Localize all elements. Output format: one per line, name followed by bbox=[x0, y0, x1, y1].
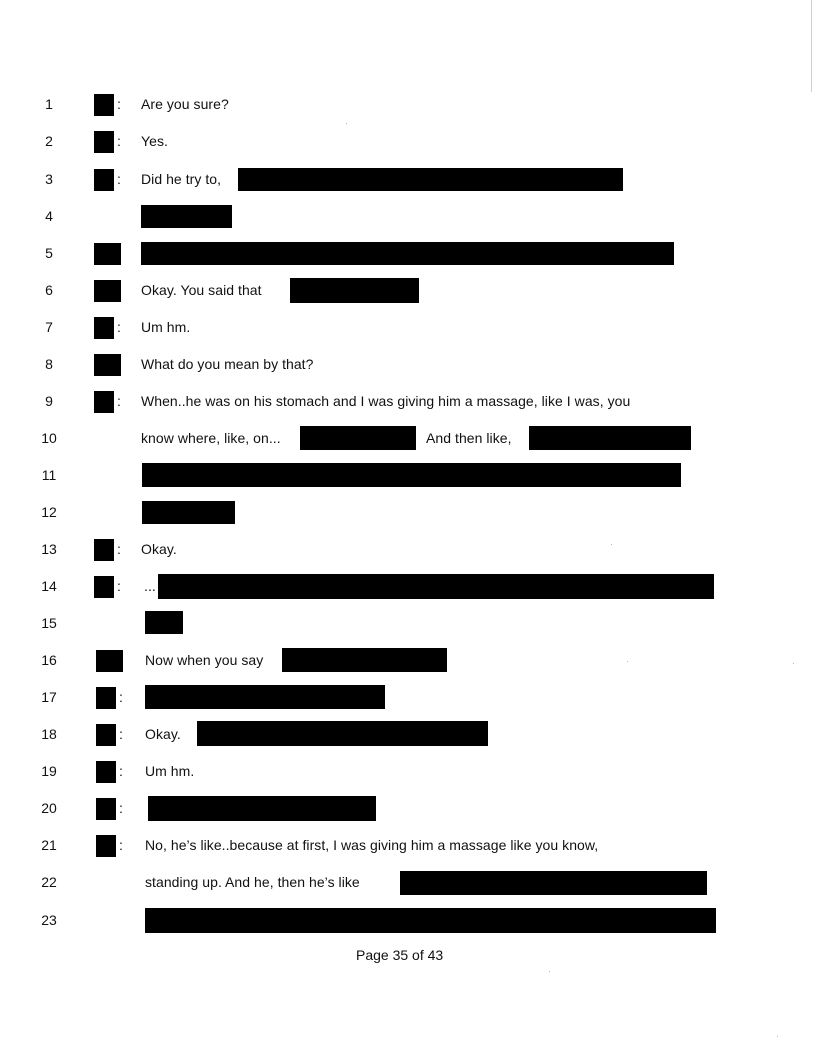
line-number: 5 bbox=[45, 245, 53, 261]
redacted-speaker bbox=[94, 391, 114, 413]
line-number: 9 bbox=[45, 393, 53, 409]
scan-speck bbox=[346, 123, 347, 124]
redaction-bar bbox=[238, 168, 623, 191]
redacted-speaker bbox=[94, 539, 114, 561]
transcript-line-21: No, he’s like..because at first, I was giving him a massage like you know, bbox=[145, 837, 599, 853]
speaker-colon: : bbox=[117, 171, 121, 187]
speaker-colon: : bbox=[119, 726, 123, 742]
speaker-colon: : bbox=[117, 133, 121, 149]
speaker-colon: : bbox=[119, 689, 123, 705]
redaction-bar bbox=[145, 685, 385, 709]
transcript-line-14: ... bbox=[144, 578, 156, 594]
line-number: 4 bbox=[45, 208, 53, 224]
redacted-speaker bbox=[96, 724, 116, 746]
redaction-bar bbox=[145, 611, 183, 634]
redacted-speaker bbox=[94, 131, 114, 153]
transcript-line-3: Did he try to, bbox=[141, 171, 222, 187]
line-number: 8 bbox=[45, 356, 53, 372]
line-number: 3 bbox=[45, 171, 53, 187]
redaction-bar bbox=[148, 796, 376, 821]
transcript-line-8: What do you mean by that? bbox=[141, 356, 314, 372]
scan-speck bbox=[549, 971, 550, 972]
transcript-line-19: Um hm. bbox=[145, 763, 195, 779]
line-number: 2 bbox=[45, 133, 53, 149]
page-edge-line bbox=[811, 0, 812, 92]
line-number: 10 bbox=[41, 430, 57, 446]
line-number: 7 bbox=[45, 319, 53, 335]
speaker-colon: : bbox=[117, 393, 121, 409]
line-number: 11 bbox=[41, 467, 57, 483]
redaction-bar bbox=[142, 501, 235, 524]
transcript-line-1: Are you sure? bbox=[141, 96, 229, 112]
redacted-speaker bbox=[96, 687, 116, 709]
redacted-speaker bbox=[96, 835, 116, 857]
transcript-line-13: Okay. bbox=[141, 541, 177, 557]
redacted-speaker bbox=[94, 280, 121, 302]
speaker-colon: : bbox=[119, 837, 123, 853]
scan-speck bbox=[611, 544, 612, 545]
redaction-bar bbox=[282, 648, 447, 672]
redaction-bar bbox=[529, 426, 691, 450]
scan-speck bbox=[777, 1036, 778, 1037]
redaction-bar bbox=[290, 278, 419, 303]
redacted-speaker bbox=[96, 798, 116, 820]
redacted-speaker bbox=[94, 354, 121, 376]
line-number: 6 bbox=[45, 282, 53, 298]
line-number: 15 bbox=[41, 615, 57, 631]
redacted-speaker bbox=[94, 94, 114, 116]
redacted-speaker bbox=[94, 169, 114, 191]
redaction-bar bbox=[197, 721, 488, 746]
scan-speck bbox=[627, 661, 628, 662]
redaction-bar bbox=[145, 908, 716, 933]
line-number: 20 bbox=[41, 800, 57, 816]
redacted-speaker bbox=[96, 761, 116, 783]
line-number: 1 bbox=[45, 96, 53, 112]
line-number: 13 bbox=[41, 541, 57, 557]
transcript-line-2: Yes. bbox=[141, 133, 168, 149]
page-number-footer: Page 35 of 43 bbox=[356, 947, 444, 963]
line-number: 21 bbox=[41, 837, 57, 853]
speaker-colon: : bbox=[119, 763, 123, 779]
redaction-bar bbox=[141, 205, 232, 228]
speaker-colon: : bbox=[119, 800, 123, 816]
redacted-speaker bbox=[94, 576, 114, 598]
speaker-colon: : bbox=[117, 578, 121, 594]
line-number: 14 bbox=[41, 578, 57, 594]
speaker-colon: : bbox=[117, 96, 121, 112]
line-number: 22 bbox=[41, 874, 57, 890]
redaction-bar bbox=[141, 242, 674, 265]
line-number: 16 bbox=[41, 652, 57, 668]
transcript-line-22: standing up. And he, then he’s like bbox=[145, 874, 360, 890]
transcript-line-7: Um hm. bbox=[141, 319, 191, 335]
redacted-speaker bbox=[96, 650, 123, 672]
transcript-line-9: When..he was on his stomach and I was giving him a massage, like I was, you bbox=[141, 393, 631, 409]
line-number: 23 bbox=[41, 912, 57, 928]
line-number: 19 bbox=[41, 763, 57, 779]
transcript-line-10-end: And then like, bbox=[426, 430, 512, 446]
transcript-line-6: Okay. You said that bbox=[141, 282, 262, 298]
redaction-bar bbox=[158, 574, 714, 599]
line-number: 12 bbox=[41, 504, 57, 520]
transcript-line-16: Now when you say bbox=[145, 652, 264, 668]
line-number: 17 bbox=[41, 689, 57, 705]
scan-speck bbox=[793, 663, 794, 664]
redaction-bar bbox=[400, 871, 707, 895]
redacted-speaker bbox=[94, 243, 121, 265]
transcript-line-18: Okay. bbox=[145, 726, 181, 742]
redaction-bar bbox=[142, 463, 681, 487]
transcript-line-10-start: know where, like, on... bbox=[141, 430, 281, 446]
speaker-colon: : bbox=[117, 541, 121, 557]
redacted-speaker bbox=[94, 317, 114, 339]
redaction-bar bbox=[300, 426, 416, 450]
speaker-colon: : bbox=[117, 319, 121, 335]
line-number: 18 bbox=[41, 726, 57, 742]
